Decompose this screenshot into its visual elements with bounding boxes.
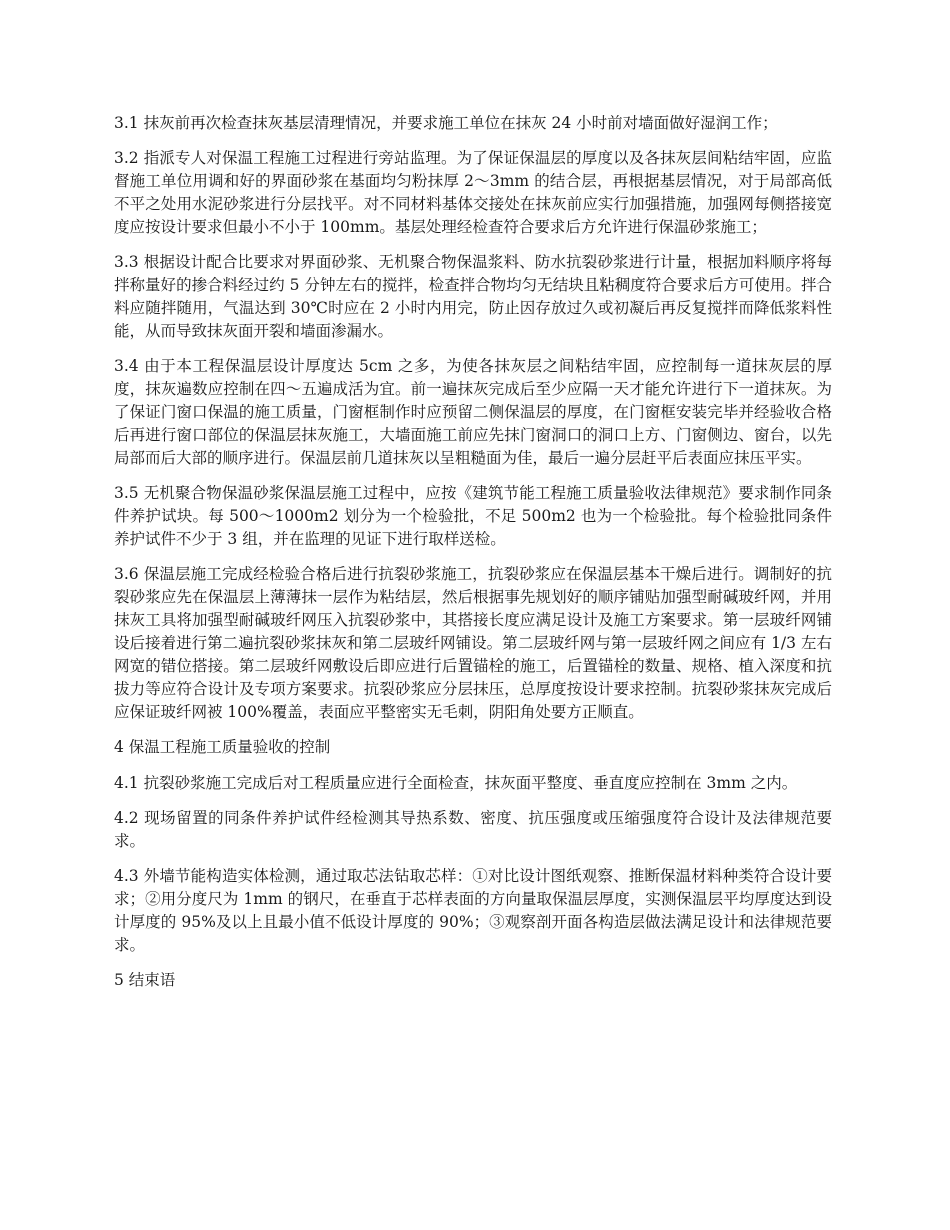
- paragraph-4-1: 4.1 抗裂砂浆施工完成后对工程质量应进行全面检查，抹灰面平整度、垂直度应控制在 3mm 之内。: [114, 774, 798, 792]
- paragraph-3-4: 3.4 由于本工程保温层设计厚度达 5cm 之多，为使各抹灰层之间粘结牢固，应控制每一道抹灰层的厚度，抹灰遍数应控制在四～五遍成活为宜。前一遍抹灰完成后至少应隔一天才能允许进行下一道抹灰。为了保证门窗口保温的施工质量，门窗框制作时应预留二侧保温层的厚度，在门窗框安装完毕并经验收合格后再进行窗口部位的保温层抹灰施工，大墙面施工前应先抹门窗洞口的洞口上方、门窗侧边、窗台，以先局部而后大部的顺序进行。保温层前几道抹灰以呈粗糙面为佳，最后一遍分层赶平后表面应抹压平实。: [114, 357, 832, 467]
- paragraph-4-2: 4.2 现场留置的同条件养护试件经检测其导热系数、密度、抗压强度或压缩强度符合设计及法律规范要求。: [114, 809, 832, 850]
- section-heading-5: 5 结束语: [114, 971, 176, 989]
- paragraph-3-2: 3.2 指派专人对保温工程施工过程进行旁站监理。为了保证保温层的厚度以及各抹灰层间粘结牢固，应监督施工单位用调和好的界面砂浆在基面均匀粉抹厚 2～3mm 的结合层，再根据基层情况，对于局部高低不平之处用水泥砂浆进行分层找平。对不同材料基体交接处在抹灰前应实行加强措施，加强网每侧搭接宽度应按设计要求但最小不小于 100mm。基层处理经检查符合要求后方允许进行保温砂浆施工；: [114, 149, 832, 236]
- paragraph-3-1: 3.1 抹灰前再次检查抹灰基层清理情况，并要求施工单位在抹灰 24 小时前对墙面做好湿润工作；: [114, 114, 778, 132]
- paragraph-3-3: 3.3 根据设计配合比要求对界面砂浆、无机聚合物保温浆料、防水抗裂砂浆进行计量，根据加料顺序将每拌称量好的掺合料经过约 5 分钟左右的搅拌，检查拌合物均匀无结块且粘稠度符合要求后方可使用。拌合料应随拌随用，气温达到 30℃时应在 2 小时内用完，防止因存放过久或初凝后再反复搅拌而降低浆料性能，从而导致抹灰面开裂和墙面渗漏水。: [114, 253, 832, 340]
- paragraph-3-6: 3.6 保温层施工完成经检验合格后进行抗裂砂浆施工，抗裂砂浆应在保温层基本干燥后进行。调制好的抗裂砂浆应先在保温层上薄薄抹一层作为粘结层，然后根据事先规划好的顺序铺贴加强型耐碱玻纤网，并用抹灰工具将加强型耐碱玻纤网压入抗裂砂浆中，其搭接长度应满足设计及施工方案要求。第一层玻纤网铺设后接着进行第二遍抗裂砂浆抹灰和第二层玻纤网铺设。第二层玻纤网与第一层玻纤网之间应有 1/3 左右网宽的错位搭接。第二层玻纤网敷设后即应进行后置锚栓的施工，后置锚栓的数量、规格、植入深度和抗拔力等应符合设计及专项方案要求。抗裂砂浆应分层抹压，总厚度按设计要求控制。抗裂砂浆抹灰完成后应保证玻纤网被 100%覆盖，表面应平整密实无毛刺，阴阳角处要方正顺直。: [114, 565, 832, 721]
- document-page: [114, 112, 832, 1005]
- section-heading-4: 4 保温工程施工质量验收的控制: [114, 738, 331, 756]
- paragraph-3-5: 3.5 无机聚合物保温砂浆保温层施工过程中，应按《建筑节能工程施工质量验收法律规范》要求制作同条件养护试块。每 500～1000m2 划分为一个检验批，不足 500m2 也为一个检验批。每个检验批同条件养护试件不少于 3 组，并在监理的见证下进行取样送检。: [114, 484, 832, 548]
- paragraph-4-3: 4.3 外墙节能构造实体检测，通过取芯法钻取芯样：①对比设计图纸观察、推断保温材料种类符合设计要求；②用分度尺为 1mm 的钢尺，在垂直于芯样表面的方向量取保温层厚度，实测保温层平均厚度达到设计厚度的 95%及以上且最小值不低设计厚度的 90%；③观察剖开面各构造层做法满足设计和法律规范要求。: [114, 867, 832, 954]
